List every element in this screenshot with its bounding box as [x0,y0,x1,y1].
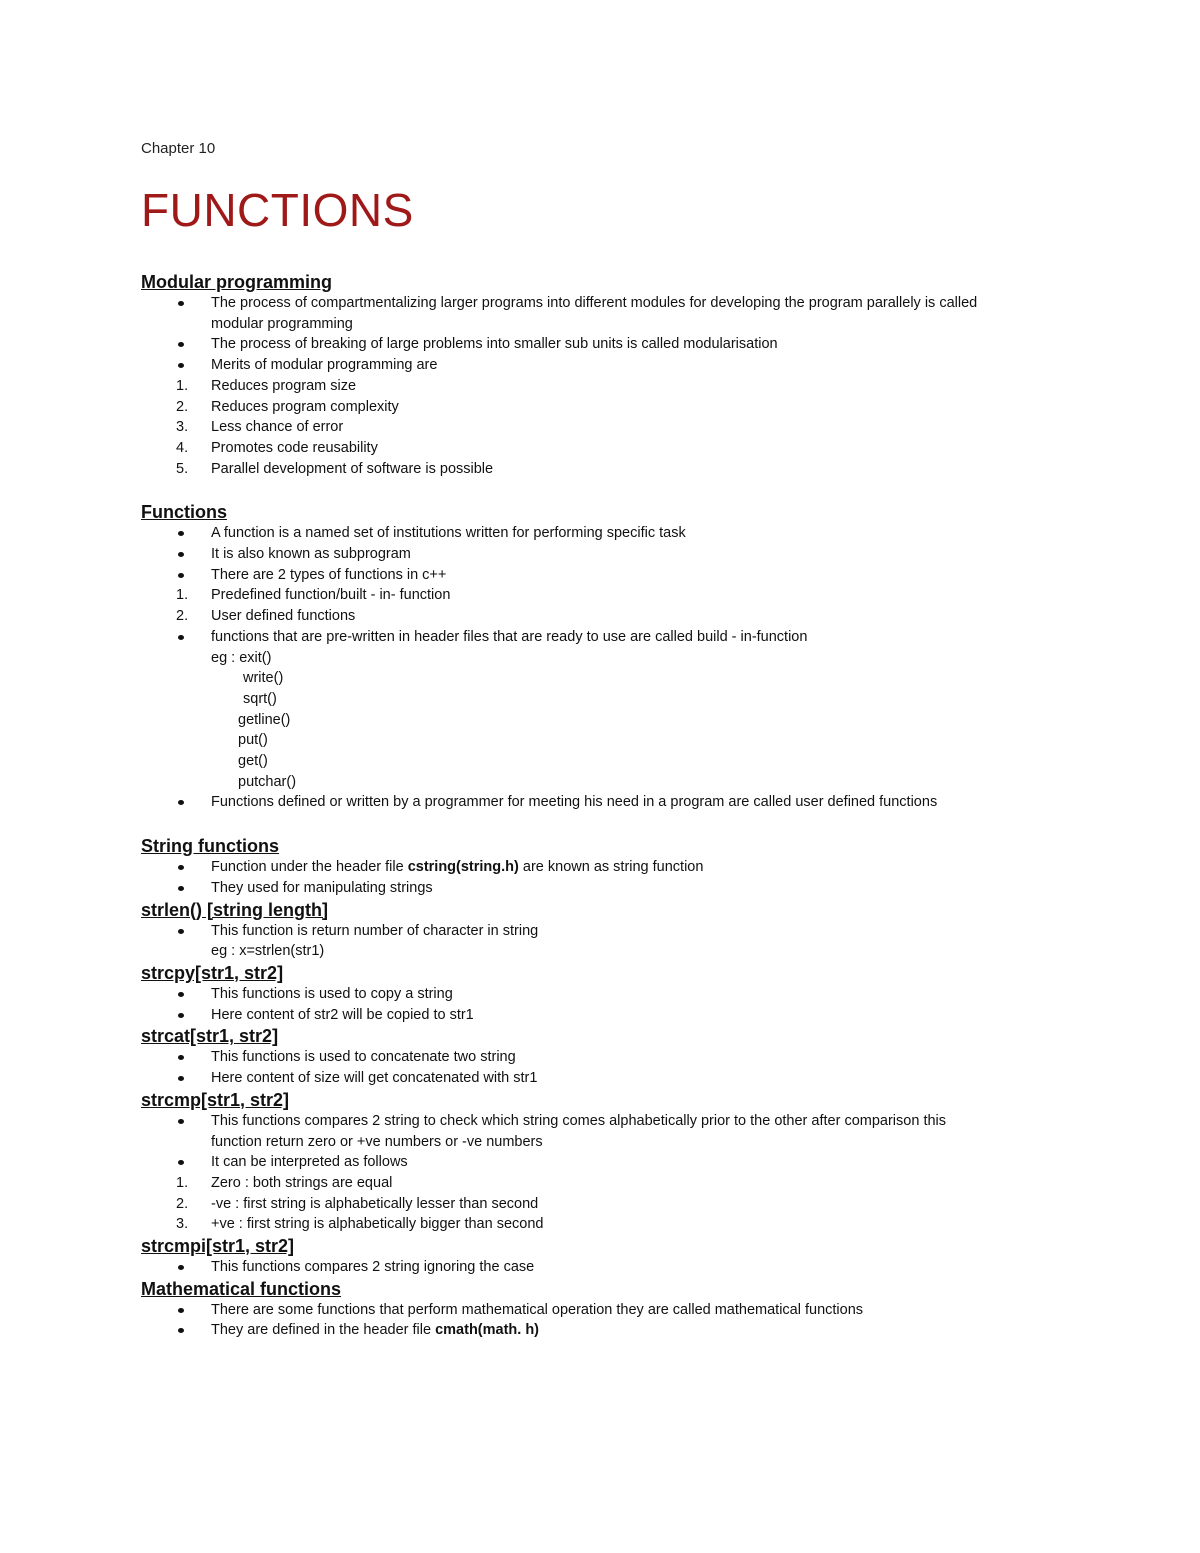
functions-bullets [141,523,1101,585]
example-line: eg : x=strlen(str1) [211,943,325,960]
numbered-item: 2. -ve : first string is alphabetically lesser than second [176,1195,539,1212]
list-item: They are defined in the header file cmath(math. h) [211,1320,1101,1341]
example-line: get() [238,753,268,770]
list-item: It is also known as subprogram [211,544,1101,565]
list-item: Here content of str2 will be copied to str1 [211,1005,1101,1026]
list-item: This functions is used to concatenate two string [211,1047,1101,1068]
list-item: functions that are pre-written in header files that are ready to use are called build - in-function eg : exit() write() sqrt() getline() put() get() putchar() [211,627,1101,793]
list-item: Function under the header file cstring(string.h) are known as string function [211,857,1101,878]
list-item: It can be interpreted as follows [211,1152,1101,1173]
numbered-item: 5. Parallel development of software is possible [176,460,494,477]
strcat-bullets [141,1047,1101,1088]
heading-mathematical-functions: Mathematical functions [141,1278,342,1299]
example-line: putchar() [238,773,297,790]
functions-bullets-2 [141,627,1101,813]
example-line: put() [238,732,268,749]
list-item: There are 2 types of functions in c++ [211,565,1101,586]
strlen-bullets [141,921,1101,962]
example-line: eg : exit() [211,649,272,666]
example-line: sqrt() [243,690,277,707]
numbered-item: 3. Less chance of error [176,419,344,436]
list-item: This functions compares 2 string to check which string comes alphabetically prior to the other after comparison this function return zero or +ve numbers or -ve numbers [211,1111,1101,1152]
heading-strcat: strcat[str1, str2] [141,1026,279,1047]
numbered-item: 2. Reduces program complexity [176,398,399,415]
list-item: This functions compares 2 string ignoring the case [211,1257,1101,1278]
heading-strcpy: strcpy[str1, str2] [141,962,284,983]
strcmp-bullets [141,1111,1101,1173]
numbered-item: 1. Zero : both strings are equal [176,1174,393,1191]
strcmp-cases-list [141,1173,1101,1235]
strcpy-bullets [141,984,1101,1025]
list-item: A function is a named set of institutions written for performing specific task [211,523,1101,544]
numbered-item: 4. Promotes code reusability [176,439,378,456]
numbered-item: 3. +ve : first string is alphabetically bigger than second [176,1216,544,1233]
list-item: The process of compartmentalizing larger programs into different modules for developing the program parallely is called modular programming [211,293,1101,334]
list-item: The process of breaking of large problems into smaller sub units is called modularisation [211,334,1101,355]
heading-functions: Functions [141,502,227,523]
function-types-list [141,585,1101,626]
list-item: Merits of modular programming are [211,355,1101,376]
numbered-item: 1. Reduces program size [176,377,357,394]
numbered-item: 1. Predefined function/built - in- function [176,587,451,604]
heading-strlen: strlen() [string length] [141,899,328,920]
list-item: They used for manipulating strings [211,878,1101,899]
list-item: This function is return number of character in string eg : x=strlen(str1) [211,921,1101,962]
heading-strcmp: strcmp[str1, str2] [141,1089,290,1110]
example-line: write() [243,670,284,687]
merits-list [141,376,1101,480]
chapter-label: Chapter 10 [141,140,216,157]
heading-modular-programming: Modular programming [141,272,333,292]
list-item: There are some functions that perform mathematical operation they are called mathematical functions [211,1300,1101,1321]
modular-bullets [141,293,1101,376]
strcmpi-bullets [141,1257,1101,1278]
list-item: Functions defined or written by a programmer for meeting his need in a program are called user defined functions [211,792,1101,813]
heading-string-functions: String functions [141,836,279,857]
string-functions-bullets [141,857,1101,898]
list-item: This functions is used to copy a string [211,984,1101,1005]
document-body [141,271,1101,1341]
list-item: Here content of size will get concatenated with str1 [211,1068,1101,1089]
example-line: getline() [238,711,291,728]
math-bullets [141,1300,1101,1341]
numbered-item: 2. User defined functions [176,608,356,625]
page-title: FUNCTIONS [141,184,414,236]
heading-strcmpi: strcmpi[str1, str2] [141,1236,295,1257]
